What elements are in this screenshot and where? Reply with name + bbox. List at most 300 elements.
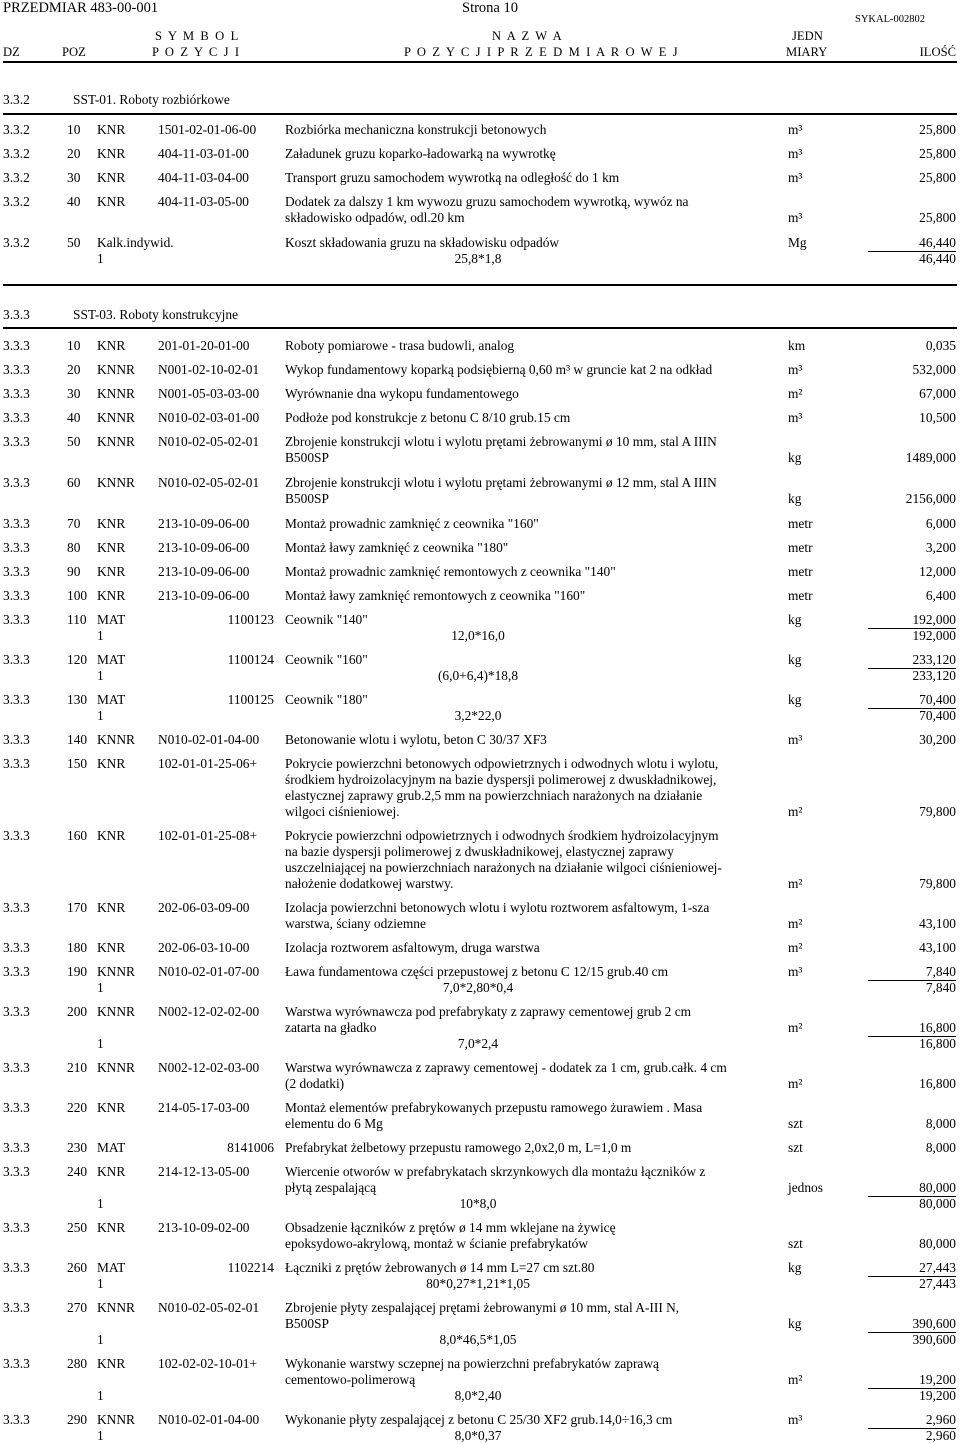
row-poz: 120	[67, 652, 88, 667]
row-unit: m²	[788, 1372, 803, 1387]
row-source: MAT	[97, 1140, 126, 1155]
row-symbol: N010-02-01-04-00	[158, 1412, 260, 1427]
row-description-line: Wiercenie otworów w prefabrykatach skrzynkowych dla montażu łączników z	[285, 1164, 706, 1179]
row-description-line: Transport gruzu samochodem wywrotką na odległość do 1 km	[285, 170, 620, 185]
row-source: KNNR	[97, 1004, 135, 1019]
row-quantity: 27,443	[919, 1260, 956, 1275]
row-unit: jednos	[788, 1180, 823, 1195]
row-symbol: 102-02-02-10-01+	[158, 1356, 258, 1371]
calc-line-number: 1	[97, 251, 104, 266]
row-symbol: 1102214	[227, 1260, 274, 1275]
row-symbol: N002-12-02-03-00	[158, 1060, 260, 1075]
row-unit: m³	[788, 1412, 803, 1427]
row-description-line: Roboty pomiarowe - trasa budowli, analog	[285, 338, 515, 353]
row-poz: 220	[67, 1100, 88, 1115]
row-source: KNR	[97, 900, 126, 915]
row-quantity: 2,960	[925, 1412, 956, 1427]
row-quantity: 70,400	[919, 692, 956, 707]
row-description-line: B500SP	[285, 1316, 329, 1331]
col-header-pozycji-przedmiarowej: P O Z Y C J I P R Z E D M I A R O W E J	[404, 45, 680, 59]
row-dz: 3.3.3	[3, 386, 30, 401]
row-dz: 3.3.3	[3, 1164, 30, 1179]
row-symbol: 213-10-09-06-00	[158, 564, 250, 579]
row-poz: 260	[67, 1260, 88, 1275]
calc-formula: 3,2*22,0	[454, 708, 502, 723]
row-description-line: Izolacja roztworem asfaltowym, druga warstwa	[285, 940, 540, 955]
row-dz: 3.3.3	[3, 434, 30, 449]
row-quantity: 80,000	[919, 1236, 956, 1251]
row-description-line: Podłoże pod konstrukcje z betonu C 8/10 grub.15 cm	[285, 410, 571, 425]
row-poz: 280	[67, 1356, 88, 1371]
calc-formula: 10*8,0	[459, 1196, 497, 1211]
row-quantity: 7,840	[925, 964, 956, 979]
row-description-line: zatarta na gładko	[285, 1020, 377, 1035]
section-dz: 3.3.2	[3, 92, 30, 107]
calc-line-number: 1	[97, 668, 104, 683]
row-symbol: 1100123	[227, 612, 274, 627]
row-source: KNR	[97, 170, 126, 185]
row-symbol: 404-11-03-01-00	[158, 146, 249, 161]
row-unit: kg	[788, 450, 802, 465]
row-unit: kg	[788, 1260, 802, 1275]
row-poz: 80	[67, 540, 81, 555]
col-header-ilosc: ILOŚĆ	[919, 45, 956, 59]
row-source: KNR	[97, 338, 126, 353]
row-quantity: 79,800	[919, 804, 956, 819]
row-dz: 3.3.3	[3, 588, 30, 603]
row-poz: 210	[67, 1060, 88, 1075]
row-dz: 3.3.3	[3, 1004, 30, 1019]
row-dz: 3.3.2	[3, 194, 30, 209]
row-poz: 90	[67, 564, 81, 579]
row-quantity: 2156,000	[905, 491, 956, 506]
row-unit: kg	[788, 692, 802, 707]
row-description-line: Pokrycie powierzchni betonowych odpowietrznych i odwodnych wlotu i wylotu,	[285, 756, 719, 771]
calc-result: 19,200	[919, 1388, 956, 1403]
row-unit: m³	[788, 964, 803, 979]
header-divider	[3, 61, 957, 63]
row-poz: 290	[67, 1412, 88, 1427]
row-source: KNNR	[97, 362, 135, 377]
row-symbol: 102-01-01-25-06+	[158, 756, 258, 771]
row-quantity: 25,800	[919, 146, 956, 161]
calc-formula: 8,0*2,40	[454, 1388, 502, 1403]
row-quantity: 12,000	[919, 564, 956, 579]
row-source: KNNR	[97, 1300, 135, 1315]
row-description-line: Warstwa wyrównawcza z zaprawy cementowej - dodatek za 1 cm, grub.całk. 4 cm	[285, 1060, 727, 1075]
row-description-line: Załadunek gruzu koparko-ładowarką na wywrotkę	[285, 146, 556, 161]
row-unit: metr	[788, 540, 813, 555]
row-source: KNR	[97, 1356, 126, 1371]
row-dz: 3.3.3	[3, 652, 30, 667]
row-quantity: 8,000	[925, 1116, 956, 1131]
row-quantity: 79,800	[919, 876, 956, 891]
row-source: KNNR	[97, 434, 135, 449]
row-description-line: Dodatek za dalszy 1 km wywozu gruzu samochodem wywrotką, wywóz na	[285, 194, 689, 209]
calc-formula: 8,0*46,5*1,05	[439, 1332, 517, 1347]
row-symbol: 1100124	[227, 652, 274, 667]
row-dz: 3.3.3	[3, 900, 30, 915]
calc-result: 16,800	[919, 1036, 956, 1051]
row-poz: 10	[67, 122, 81, 137]
row-source: MAT	[97, 1260, 126, 1275]
calc-line-number: 1	[97, 1332, 104, 1347]
row-poz: 250	[67, 1220, 88, 1235]
section-divider	[3, 113, 957, 115]
row-dz: 3.3.3	[3, 1300, 30, 1315]
row-poz: 70	[67, 516, 81, 531]
calc-result: 70,400	[919, 708, 956, 723]
calc-line-number: 1	[97, 1036, 104, 1051]
row-symbol: N010-02-03-01-00	[158, 410, 260, 425]
row-description-line: Pokrycie powierzchni odpowietrznych i odwodnych środkiem hydroizolacyjnym	[285, 828, 719, 843]
row-quantity: 25,800	[919, 170, 956, 185]
row-symbol: N010-02-05-02-01	[158, 434, 260, 449]
row-quantity: 46,440	[919, 235, 956, 250]
row-source: KNR	[97, 1100, 126, 1115]
row-source: KNR	[97, 828, 126, 843]
calc-line-number: 1	[97, 1196, 104, 1211]
row-description-line: Montaż prowadnic zamknięć z ceownika "160"	[285, 516, 539, 531]
row-dz: 3.3.3	[3, 338, 30, 353]
row-quantity: 390,600	[912, 1316, 956, 1331]
row-quantity: 6,400	[925, 588, 956, 603]
calc-formula: 7,0*2,4	[457, 1036, 499, 1051]
row-symbol: 213-10-09-06-00	[158, 516, 250, 531]
row-unit: m²	[788, 804, 803, 819]
row-source: Kalk.indywid.	[97, 235, 174, 250]
calc-result: 390,600	[912, 1332, 956, 1347]
row-source: KNNR	[97, 410, 135, 425]
row-dz: 3.3.3	[3, 1100, 30, 1115]
row-quantity: 233,120	[912, 652, 956, 667]
row-unit: kg	[788, 491, 802, 506]
row-poz: 40	[67, 194, 81, 209]
row-dz: 3.3.3	[3, 1260, 30, 1275]
row-symbol: 214-05-17-03-00	[158, 1100, 250, 1115]
calc-formula: 8,0*0,37	[454, 1428, 502, 1443]
row-unit: m²	[788, 916, 803, 931]
row-dz: 3.3.3	[3, 564, 30, 579]
row-source: KNR	[97, 588, 126, 603]
calc-line-number: 1	[97, 708, 104, 723]
row-source: KNR	[97, 1164, 126, 1179]
calc-formula: 12,0*16,0	[451, 628, 505, 643]
row-description-line: płytą zespalającą	[285, 1180, 377, 1195]
row-description-line: Prefabrykat żelbetowy przepustu ramowego 2,0x2,0 m, L=1,0 m	[285, 1140, 632, 1155]
calc-line-number: 1	[97, 1276, 104, 1291]
row-description-line: Ceownik "180"	[285, 692, 368, 707]
row-unit: m³	[788, 146, 803, 161]
row-dz: 3.3.2	[3, 122, 30, 137]
row-quantity: 16,800	[919, 1076, 956, 1091]
row-symbol: 213-10-09-02-00	[158, 1220, 250, 1235]
row-dz: 3.3.3	[3, 1140, 30, 1155]
row-description-line: elastycznej zaprawy grub.2,5 mm na powierzchniach narażonych na działanie	[285, 788, 703, 803]
row-description-line: B500SP	[285, 491, 329, 506]
row-quantity: 43,100	[919, 916, 956, 931]
row-unit: m²	[788, 1020, 803, 1035]
row-quantity: 532,000	[912, 362, 956, 377]
row-poz: 100	[67, 588, 88, 603]
row-description-line: Montaż ławy zamknięć z ceownika "180"	[285, 540, 509, 555]
row-unit: m³	[788, 122, 803, 137]
row-description-line: Zbrojenie płyty zespalającej prętami żebrowanymi ø 10 mm, stal A-III N,	[285, 1300, 680, 1315]
row-poz: 170	[67, 900, 88, 915]
calc-result: 233,120	[912, 668, 956, 683]
calc-formula: (6,0+6,4)*18,8	[437, 668, 519, 683]
calc-formula: 25,8*1,8	[454, 251, 502, 266]
row-description-line: B500SP	[285, 450, 329, 465]
row-poz: 30	[67, 170, 81, 185]
calc-result: 46,440	[919, 251, 956, 266]
calc-result: 192,000	[912, 628, 956, 643]
row-description-line: składowisko odpadów, odl.20 km	[285, 210, 465, 225]
row-description-line: nałożenie dodatkowej warstwy.	[285, 876, 454, 891]
row-unit: m³	[788, 732, 803, 747]
row-dz: 3.3.3	[3, 475, 30, 490]
row-symbol: 213-10-09-06-00	[158, 588, 250, 603]
row-poz: 160	[67, 828, 88, 843]
row-dz: 3.3.3	[3, 410, 30, 425]
row-description-line: środkiem hydroizolacyjnym na bazie dyspersji polimerowej z dwuskładnikowej,	[285, 772, 717, 787]
row-unit: m³	[788, 210, 803, 225]
row-symbol: 213-10-09-06-00	[158, 540, 250, 555]
row-poz: 110	[67, 612, 87, 627]
row-dz: 3.3.2	[3, 170, 30, 185]
row-unit: m²	[788, 876, 803, 891]
row-symbol: N010-02-05-02-01	[158, 475, 260, 490]
row-quantity: 80,000	[919, 1180, 956, 1195]
row-unit: m³	[788, 362, 803, 377]
row-poz: 60	[67, 475, 81, 490]
row-description-line: warstwa, ściany odziemne	[285, 916, 426, 931]
row-description-line: Wykonanie warstwy sczepnej na powierzchni prefabrykatów zaprawą	[285, 1356, 659, 1371]
row-source: KNR	[97, 516, 126, 531]
row-source: KNR	[97, 146, 126, 161]
row-description-line: Wyrównanie dna wykopu fundamentowego	[285, 386, 519, 401]
row-dz: 3.3.3	[3, 1220, 30, 1235]
row-source: KNR	[97, 564, 126, 579]
row-quantity: 30,200	[919, 732, 956, 747]
row-unit: m³	[788, 170, 803, 185]
row-poz: 20	[67, 146, 81, 161]
col-header-nazwa: N A Z W A	[492, 29, 564, 43]
row-unit: m²	[788, 1076, 803, 1091]
row-unit: metr	[788, 516, 813, 531]
row-description-line: Zbrojenie konstrukcji wlotu i wylotu prętami żebrowanymi ø 12 mm, stal A IIIN	[285, 475, 717, 490]
row-unit: kg	[788, 612, 802, 627]
row-quantity: 10,500	[919, 410, 956, 425]
row-unit: m³	[788, 410, 803, 425]
row-description-line: epoksydowo-akrylową, montaż w ścianie prefabrykatów	[285, 1236, 589, 1251]
row-description-line: Koszt składowania gruzu na składowisku odpadów	[285, 235, 560, 250]
row-source: KNR	[97, 1220, 126, 1235]
row-description-line: Warstwa wyrównawcza pod prefabrykaty z zaprawy cementowej grub 2 cm	[285, 1004, 692, 1019]
row-source: KNR	[97, 122, 126, 137]
row-unit: km	[788, 338, 806, 353]
row-unit: m²	[788, 386, 803, 401]
row-dz: 3.3.2	[3, 146, 30, 161]
row-symbol: 8141006	[227, 1140, 274, 1155]
row-description-line: wilgoci ciśnieniowej.	[285, 804, 400, 819]
row-source: MAT	[97, 612, 126, 627]
row-dz: 3.3.3	[3, 540, 30, 555]
calc-line-number: 1	[97, 1388, 104, 1403]
row-dz: 3.3.2	[3, 235, 30, 250]
calc-line-number: 1	[97, 1428, 104, 1443]
row-symbol: N001-05-03-03-00	[158, 386, 260, 401]
row-description-line: (2 dodatki)	[285, 1076, 345, 1091]
col-header-dz: DZ	[3, 45, 20, 59]
section-name: SST-03. Roboty konstrukcyjne	[73, 307, 239, 322]
row-symbol: 202-06-03-10-00	[158, 940, 250, 955]
row-poz: 190	[67, 964, 88, 979]
row-source: MAT	[97, 692, 126, 707]
row-quantity: 192,000	[912, 612, 956, 627]
row-symbol: 1100125	[227, 692, 274, 707]
row-poz: 40	[67, 410, 81, 425]
row-poz: 30	[67, 386, 81, 401]
row-description-line: Montaż ławy zamknięć remontowych z ceownika "160"	[285, 588, 586, 603]
row-quantity: 1489,000	[905, 450, 956, 465]
row-symbol: N001-02-10-02-01	[158, 362, 260, 377]
row-symbol: N002-12-02-02-00	[158, 1004, 260, 1019]
col-header-pozycji: P O Z Y C J I	[152, 45, 241, 59]
row-description-line: cementowo-polimerową	[285, 1372, 416, 1387]
row-quantity: 16,800	[919, 1020, 956, 1035]
row-description-line: Wykop fundamentowy koparką podsiębierną 0,60 m³ w gruncie kat 2 na odkład	[285, 362, 713, 377]
row-unit: kg	[788, 652, 802, 667]
row-dz: 3.3.3	[3, 692, 30, 707]
calc-line-number: 1	[97, 628, 104, 643]
row-dz: 3.3.3	[3, 732, 30, 747]
row-symbol: N010-02-01-04-00	[158, 732, 260, 747]
row-unit: metr	[788, 564, 813, 579]
row-source: KNNR	[97, 1412, 135, 1427]
section-name: SST-01. Roboty rozbiórkowe	[73, 92, 230, 107]
row-dz: 3.3.3	[3, 1060, 30, 1075]
row-symbol: 1501-02-01-06-00	[158, 122, 257, 137]
row-dz: 3.3.3	[3, 362, 30, 377]
col-header-miary: MIARY	[786, 45, 828, 59]
row-unit: szt	[788, 1140, 803, 1155]
document-code: SYKAL-002802	[855, 14, 925, 25]
row-symbol: 214-12-13-05-00	[158, 1164, 250, 1179]
row-description-line: uszczelniającej na powierzchniach narażonych na działanie wilgoci ciśnieniowej-	[285, 860, 722, 875]
row-source: KNR	[97, 940, 126, 955]
row-description-line: na bazie dyspersji polimerowej z dwuskładnikowej, elastycznej zaprawy	[285, 844, 674, 859]
row-poz: 50	[67, 235, 81, 250]
calc-result: 80,000	[919, 1196, 956, 1211]
row-quantity: 67,000	[919, 386, 956, 401]
row-quantity: 3,200	[925, 540, 956, 555]
row-poz: 240	[67, 1164, 88, 1179]
row-description-line: Wykonanie płyty zespalającej z betonu C 25/30 XF2 grub.14,0÷16,3 cm	[285, 1412, 673, 1427]
row-description-line: Ława fundamentowa części przepustowej z betonu C 12/15 grub.40 cm	[285, 964, 668, 979]
row-symbol: 404-11-03-04-00	[158, 170, 249, 185]
row-unit: kg	[788, 1316, 802, 1331]
row-description-line: Łączniki z prętów żebrowanych ø 14 mm L=27 cm szt.80	[285, 1260, 595, 1275]
row-dz: 3.3.3	[3, 612, 30, 627]
document-title: PRZEDMIAR 483-00-001	[3, 0, 159, 16]
row-symbol: 201-01-20-01-00	[158, 338, 250, 353]
row-unit: szt	[788, 1236, 803, 1251]
row-quantity: 8,000	[925, 1140, 956, 1155]
row-quantity: 19,200	[919, 1372, 956, 1387]
row-dz: 3.3.3	[3, 1412, 30, 1427]
col-header-jedn: JEDN	[792, 29, 823, 43]
calc-result: 7,840	[925, 980, 956, 995]
row-poz: 270	[67, 1300, 88, 1315]
row-description-line: Betonowanie wlotu i wylotu, beton C 30/37 XF3	[285, 732, 547, 747]
section-dz: 3.3.3	[3, 307, 30, 322]
row-poz: 230	[67, 1140, 88, 1155]
row-description-line: Ceownik "140"	[285, 612, 368, 627]
row-poz: 140	[67, 732, 88, 747]
row-poz: 200	[67, 1004, 88, 1019]
section-divider	[3, 327, 957, 329]
section-end-divider	[3, 284, 957, 286]
row-poz: 20	[67, 362, 81, 377]
row-dz: 3.3.3	[3, 828, 30, 843]
row-description-line: Izolacja powierzchni betonowych wlotu i wylotu roztworem asfaltowym, 1-sza	[285, 900, 710, 915]
row-description-line: Montaż prowadnic zamknięć remontowych z ceownika "140"	[285, 564, 616, 579]
row-description-line: Ceownik "160"	[285, 652, 368, 667]
row-description-line: elementu do 6 Mg	[285, 1116, 383, 1131]
row-dz: 3.3.3	[3, 756, 30, 771]
row-poz: 50	[67, 434, 81, 449]
row-source: KNR	[97, 540, 126, 555]
row-poz: 130	[67, 692, 88, 707]
col-header-poz: POZ	[62, 45, 86, 59]
row-description-line: Rozbiórka mechaniczna konstrukcji betonowych	[285, 122, 547, 137]
row-poz: 10	[67, 338, 81, 353]
calc-line-number: 1	[97, 980, 104, 995]
row-symbol: 404-11-03-05-00	[158, 194, 249, 209]
row-unit: m²	[788, 940, 803, 955]
row-quantity: 43,100	[919, 940, 956, 955]
row-dz: 3.3.3	[3, 964, 30, 979]
calc-formula: 7,0*2,80*0,4	[442, 980, 514, 995]
row-source: KNR	[97, 194, 126, 209]
row-quantity: 6,000	[925, 516, 956, 531]
row-quantity: 25,800	[919, 122, 956, 137]
row-quantity: 25,800	[919, 210, 956, 225]
row-description-line: Zbrojenie konstrukcji wlotu i wylotu prętami żebrowanymi ø 10 mm, stal A IIIN	[285, 434, 717, 449]
row-dz: 3.3.3	[3, 516, 30, 531]
row-poz: 180	[67, 940, 88, 955]
row-source: MAT	[97, 652, 126, 667]
page-number: Strona 10	[462, 0, 518, 16]
row-symbol: 202-06-03-09-00	[158, 900, 250, 915]
row-symbol: N010-02-05-02-01	[158, 1300, 260, 1315]
row-unit: metr	[788, 588, 813, 603]
row-dz: 3.3.3	[3, 940, 30, 955]
row-source: KNR	[97, 756, 126, 771]
calc-formula: 80*0,27*1,21*1,05	[426, 1276, 530, 1291]
row-description-line: Montaż elementów prefabrykowanych przepustu ramowego żurawiem . Masa	[285, 1100, 703, 1115]
row-unit: szt	[788, 1116, 803, 1131]
row-source: KNNR	[97, 1060, 135, 1075]
row-symbol: N010-02-01-07-00	[158, 964, 260, 979]
row-source: KNNR	[97, 732, 135, 747]
row-description-line: Obsadzenie łączników z prętów ø 14 mm wklejane na żywicę	[285, 1220, 616, 1235]
row-source: KNNR	[97, 475, 135, 490]
row-dz: 3.3.3	[3, 1356, 30, 1371]
col-header-symbol: S Y M B O L	[155, 29, 240, 43]
row-symbol: 102-01-01-25-08+	[158, 828, 258, 843]
